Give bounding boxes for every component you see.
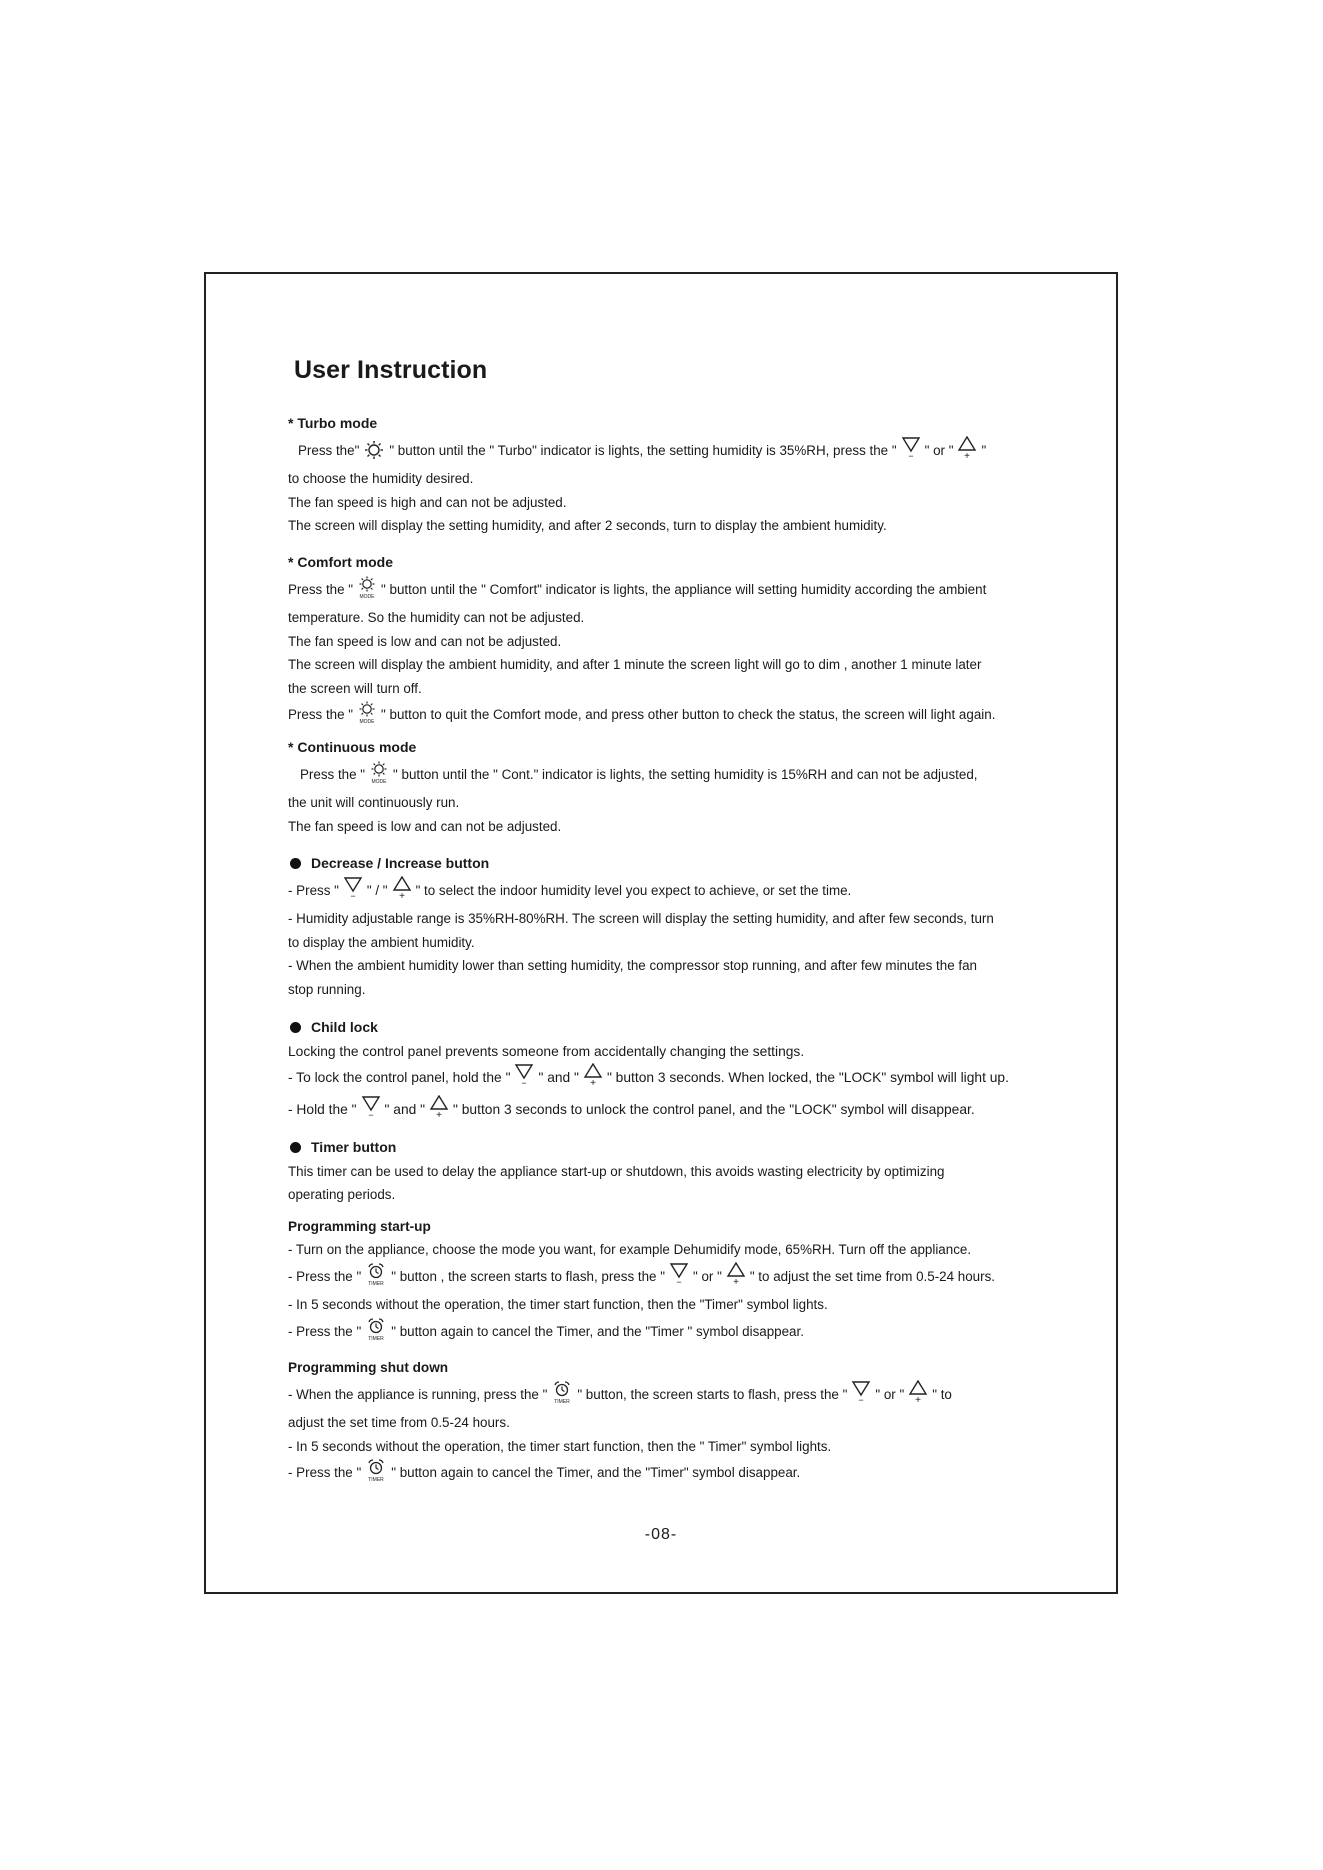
programming-startup-heading: Programming start-up <box>288 1218 431 1234</box>
startup-line-3: - In 5 seconds without the operation, the timer start function, then the "Timer" symbol lights. <box>288 1297 828 1312</box>
page-frame <box>204 272 1118 1594</box>
comfort-line-6: Press the " MODE " button to quit the Comfort mode, and press other button to check the status, the screen will light again. <box>288 700 1078 732</box>
turbo-section <box>288 412 1078 538</box>
timer-clock-icon <box>551 1380 573 1412</box>
decrease-increase-section <box>288 852 1078 1001</box>
continuous-line-3: The fan speed is low and can not be adjusted. <box>288 818 562 834</box>
decrease-line-4: - When the ambient humidity lower than setting humidity, the compressor stop running, and after few minutes the fan <box>288 958 977 973</box>
timer-line-2: operating periods. <box>288 1187 396 1202</box>
startup-line-4: - Press the " TIMER " button again to cancel the Timer, and the "Timer " symbol disappear. <box>288 1317 1078 1349</box>
up-triangle-icon <box>583 1063 603 1095</box>
bullet-icon <box>290 858 301 869</box>
shutdown-line-1: - When the appliance is running, press the " TIMER " button, the screen starts to flash, press the " − " or " + " to <box>288 1380 1078 1412</box>
child-lock-line-3: - Hold the " − " and " + " button 3 seconds to unlock the control panel, and the "LOCK" symbol will disappear. <box>288 1095 1078 1127</box>
turbo-line-1: Press the" " button until the " Turbo" indicator is lights, the setting humidity is 35%RH, press the " − " or " + " <box>288 436 1078 468</box>
down-triangle-icon <box>514 1063 534 1095</box>
timer-heading: Timer button <box>288 1136 1078 1160</box>
mode-sun-icon <box>363 440 385 468</box>
up-triangle-icon <box>908 1380 928 1412</box>
svg-text:MODE: MODE <box>371 778 387 784</box>
shutdown-line-3: - In 5 seconds without the operation, the timer start function, then the " Timer" symbol lights. <box>288 1438 832 1454</box>
comfort-line-2: temperature. So the humidity can not be adjusted. <box>288 610 585 625</box>
comfort-heading: * Comfort mode <box>288 554 393 570</box>
timer-clock-icon <box>365 1458 387 1490</box>
decrease-line-3: to display the ambient humidity. <box>288 934 475 950</box>
mode-icon <box>369 760 389 792</box>
minus-sign: − <box>907 450 914 460</box>
continuous-heading: * Continuous mode <box>288 739 417 755</box>
svg-text:MODE: MODE <box>359 719 375 724</box>
svg-text:−: − <box>521 1078 528 1087</box>
page-title: User Instruction <box>294 356 488 384</box>
shutdown-line-4: - Press the " TIMER " button again to cancel the Timer, and the "Timer" symbol disappear. <box>288 1458 1078 1490</box>
timer-line-1: This timer can be used to delay the appliance start-up or shutdown, this avoids wasting electricity by optimizing <box>288 1163 945 1179</box>
startup-line-2: - Press the " TIMER " button , the screen starts to flash, press the " − " or " + " to adjust the set time from 0.5-24 hours. <box>288 1262 1078 1294</box>
up-triangle-icon <box>726 1262 746 1294</box>
down-triangle-icon <box>669 1262 689 1294</box>
bullet-icon <box>290 1022 301 1033</box>
timer-section <box>288 1136 1078 1490</box>
svg-text:TIMER: TIMER <box>368 1335 384 1341</box>
down-triangle-icon <box>361 1095 381 1127</box>
svg-text:+: + <box>915 1394 922 1404</box>
timer-clock-icon <box>365 1317 387 1349</box>
comfort-line-5: the screen will turn off. <box>288 680 422 696</box>
decrease-increase-heading: Decrease / Increase button <box>288 852 1078 876</box>
comfort-line-3: The fan speed is low and can not be adjusted. <box>288 633 562 649</box>
turbo-heading: * Turbo mode <box>288 415 378 431</box>
down-triangle-icon <box>343 876 363 908</box>
svg-text:TIMER: TIMER <box>554 1398 571 1404</box>
mode-icon <box>357 575 377 607</box>
up-triangle-icon <box>957 436 977 468</box>
continuous-section <box>288 736 1078 838</box>
svg-text:−: − <box>676 1276 682 1286</box>
down-triangle-icon <box>851 1380 871 1412</box>
decrease-line-5: stop running. <box>288 981 366 997</box>
page-number: -08- <box>644 1526 678 1543</box>
turbo-line-3: The fan speed is high and can not be adjusted. <box>288 494 567 510</box>
child-lock-heading: Child lock <box>288 1016 1078 1040</box>
mode-icon <box>357 700 377 732</box>
svg-text:+: + <box>590 1078 596 1087</box>
child-lock-line-1: Locking the control panel prevents someone from accidentally changing the settings. <box>288 1043 805 1059</box>
svg-text:−: − <box>858 1394 864 1404</box>
timer-clock-icon <box>365 1262 387 1294</box>
comfort-section <box>288 551 1078 732</box>
svg-text:MODE: MODE <box>359 593 375 599</box>
child-lock-section <box>288 1016 1078 1126</box>
startup-line-1: - Turn on the appliance, choose the mode you want, for example Dehumidify mode, 65%RH. Turn off the appliance. <box>288 1242 972 1257</box>
continuous-line-1: Press the " MODE " button until the " Cont." indicator is lights, the setting humidity is 15%RH and can not be adjusted, <box>288 760 1078 792</box>
svg-text:−: − <box>350 890 356 900</box>
down-triangle-icon <box>901 436 921 468</box>
programming-shutdown-heading: Programming shut down <box>288 1360 449 1375</box>
decrease-line-2: - Humidity adjustable range is 35%RH-80%RH. The screen will display the setting humidity, and after few seconds, turn <box>288 911 994 926</box>
turbo-line-2: to choose the humidity desired. <box>288 471 474 486</box>
up-triangle-icon <box>429 1095 449 1127</box>
turbo-line-4: The screen will display the setting humidity, and after 2 seconds, turn to display the ambient humidity. <box>288 518 887 533</box>
decrease-line-1: - Press " − " / " + " to select the indoor humidity level you expect to achieve, or set the time. <box>288 876 1078 908</box>
shutdown-line-2: adjust the set time from 0.5-24 hours. <box>288 1415 510 1430</box>
up-triangle-icon <box>392 876 412 908</box>
svg-text:−: − <box>367 1109 374 1119</box>
svg-text:+: + <box>398 890 405 900</box>
svg-text:TIMER: TIMER <box>368 1280 384 1286</box>
comfort-line-4: The screen will display the ambient humidity, and after 1 minute the screen light will go to dim , another 1 minute later <box>288 657 982 672</box>
plus-sign: + <box>964 450 971 460</box>
svg-text:+: + <box>436 1109 442 1119</box>
svg-text:+: + <box>732 1276 739 1286</box>
comfort-line-1: Press the " MODE " button until the " Comfort" indicator is lights, the appliance will setting humidity according the ambient <box>288 575 1078 607</box>
child-lock-line-2: - To lock the control panel, hold the " − " and " + " button 3 seconds. When locked, the "LOCK" symbol will light up. <box>288 1063 1078 1095</box>
bullet-icon <box>290 1142 301 1153</box>
continuous-line-2: the unit will continuously run. <box>288 795 460 810</box>
svg-text:TIMER: TIMER <box>368 1477 384 1482</box>
